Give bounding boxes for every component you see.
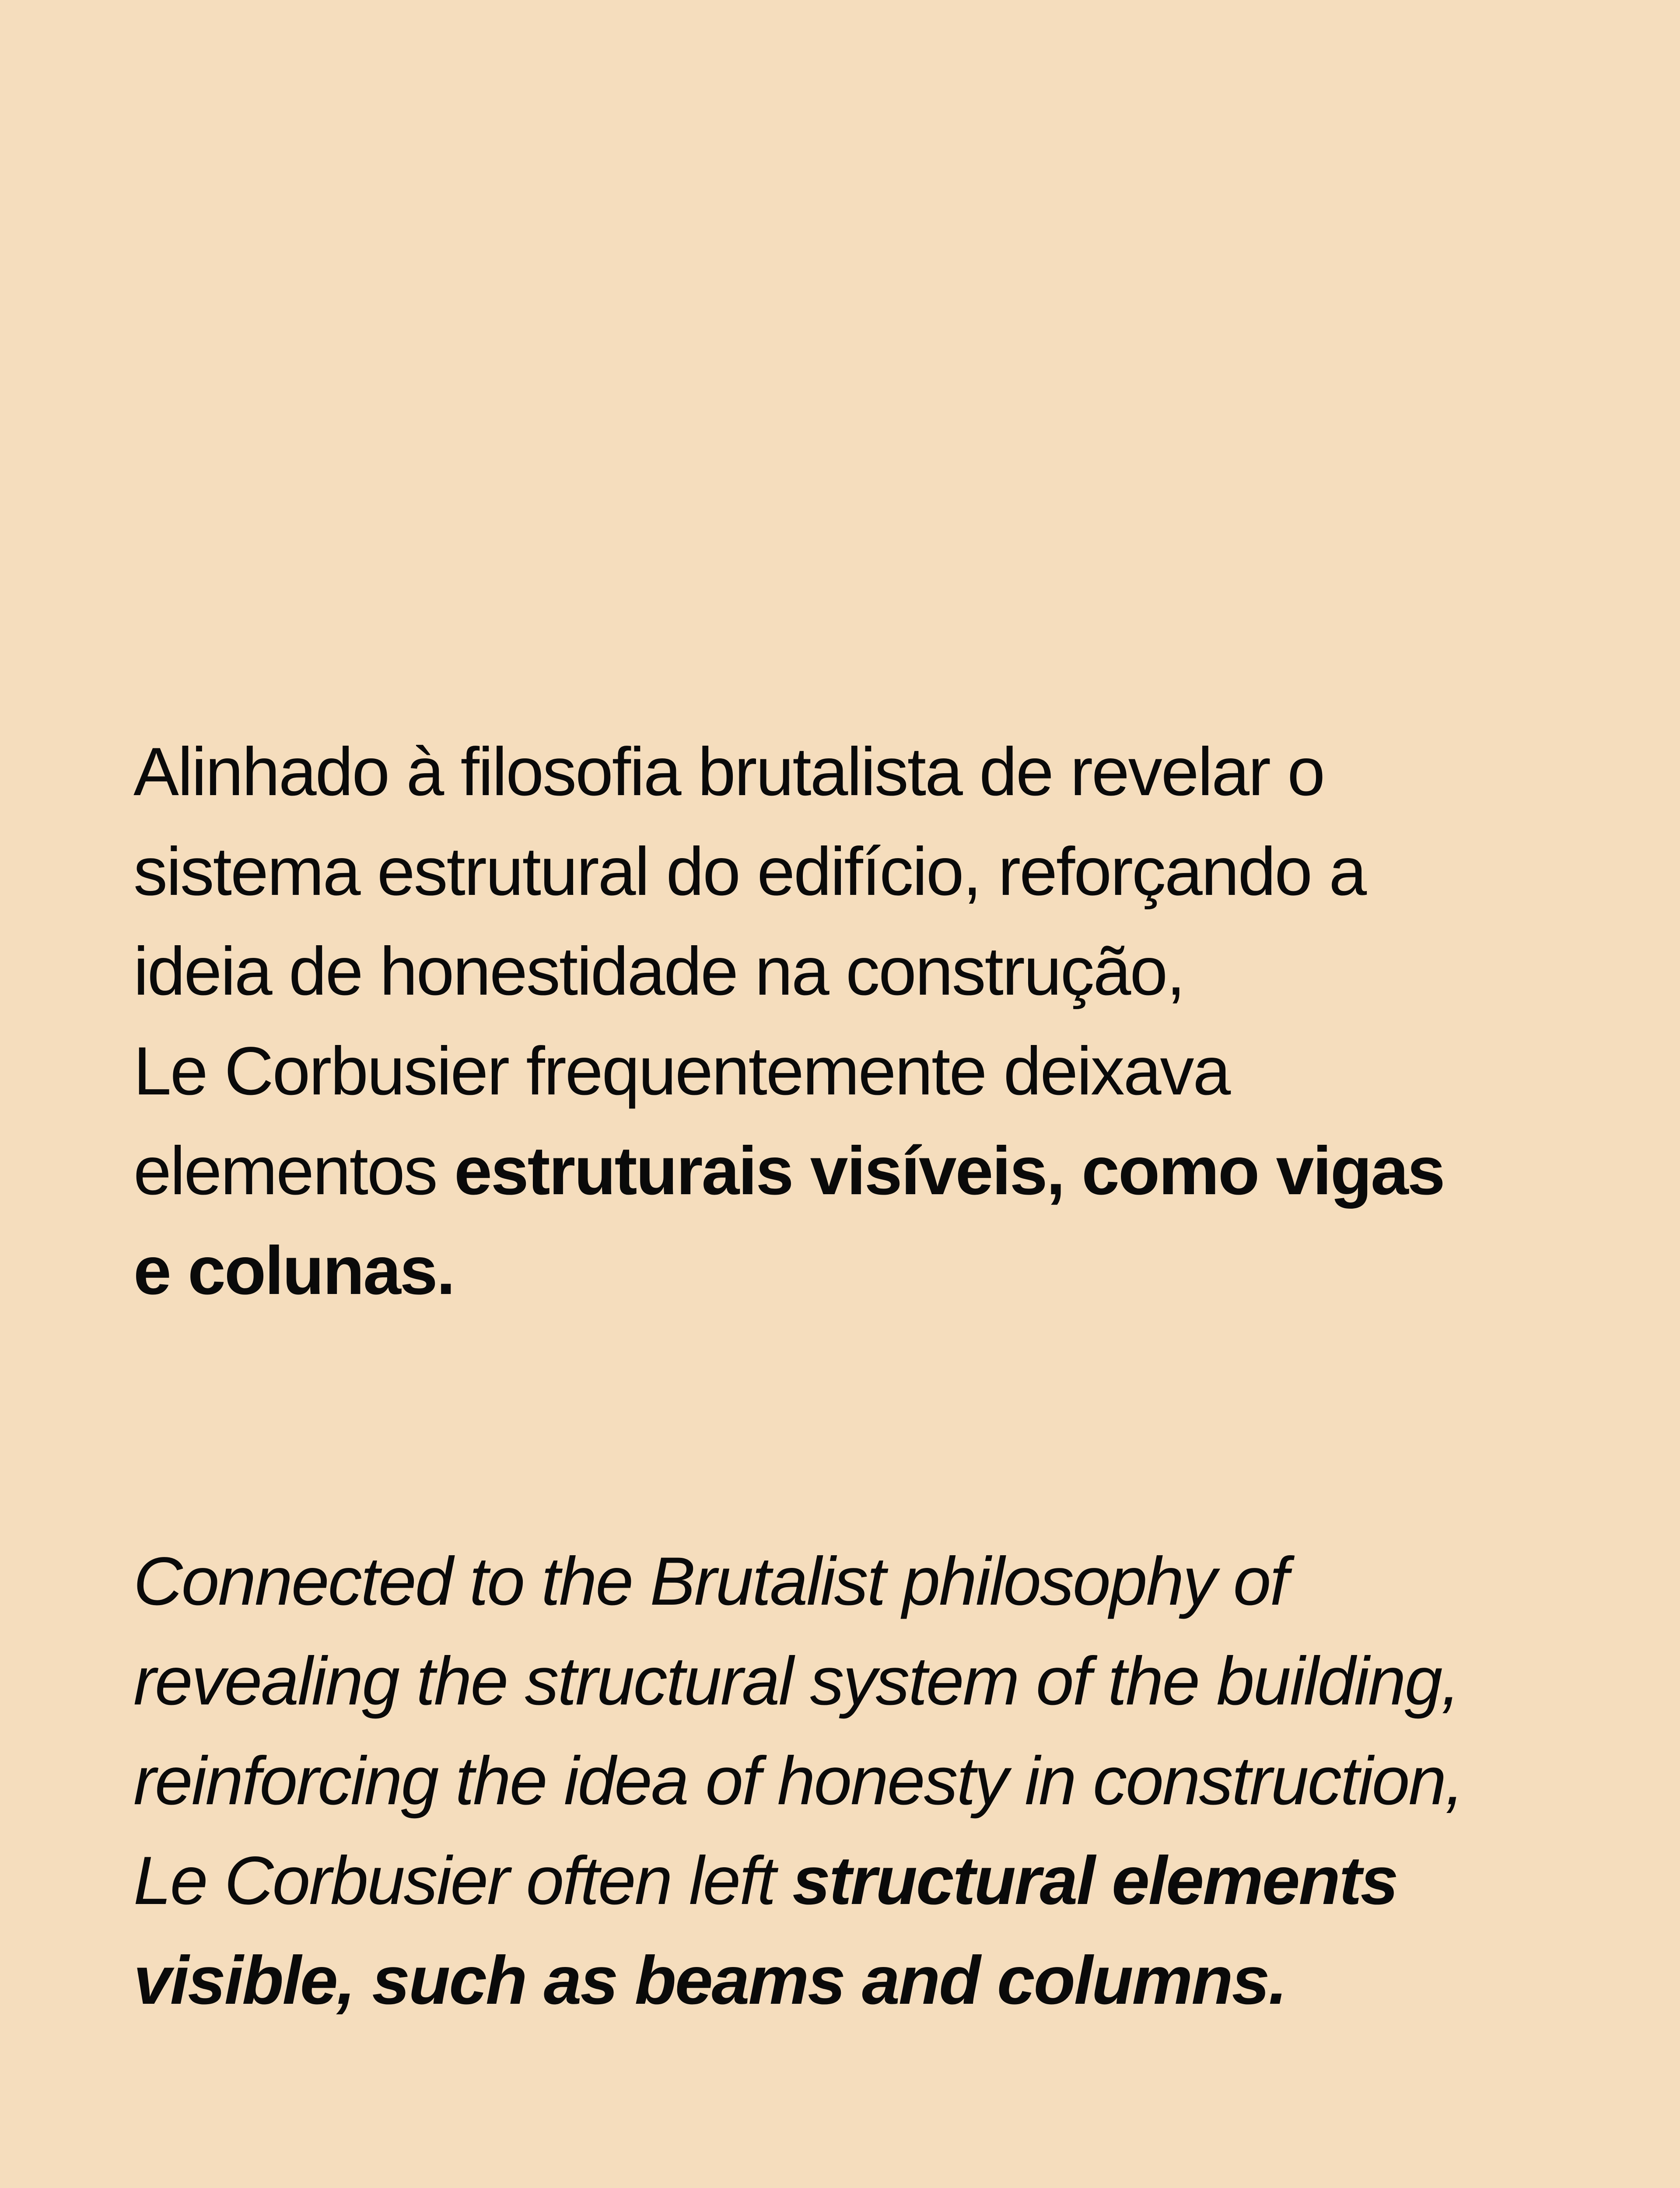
pt-line-2: sistema estrutural do edifício, reforçando a [133, 834, 1366, 910]
pt-line-4: Le Corbusier frequentemente deixava [133, 1033, 1230, 1109]
english-paragraph [133, 1532, 1577, 2030]
en-line-5: visible, such as beams and columns. [133, 1943, 1286, 2019]
en-line-3: reinforcing the idea of honesty in construction, [133, 1743, 1463, 1819]
en-line-4-regular: Le Corbusier often left [133, 1843, 793, 1919]
pt-line-3: ideia de honestidade na construção, [133, 933, 1184, 1010]
en-line-4-bold: structural elements [792, 1843, 1397, 1919]
pt-line-1: Alinhado à filosofia brutalista de revelar o [133, 734, 1324, 810]
pt-line-6: e colunas. [133, 1233, 454, 1309]
en-line-2: revealing the structural system of the building, [133, 1643, 1459, 1719]
en-line-1: Connected to the Brutalist philosophy of [133, 1543, 1288, 1620]
pt-line-5-regular: elementos [133, 1133, 455, 1209]
en-line-4 [133, 1831, 1577, 1931]
pt-line-5-bold: estruturais visíveis, como vigas [454, 1133, 1444, 1209]
portuguese-paragraph [133, 722, 1577, 1321]
pt-line-5 [133, 1121, 1577, 1221]
